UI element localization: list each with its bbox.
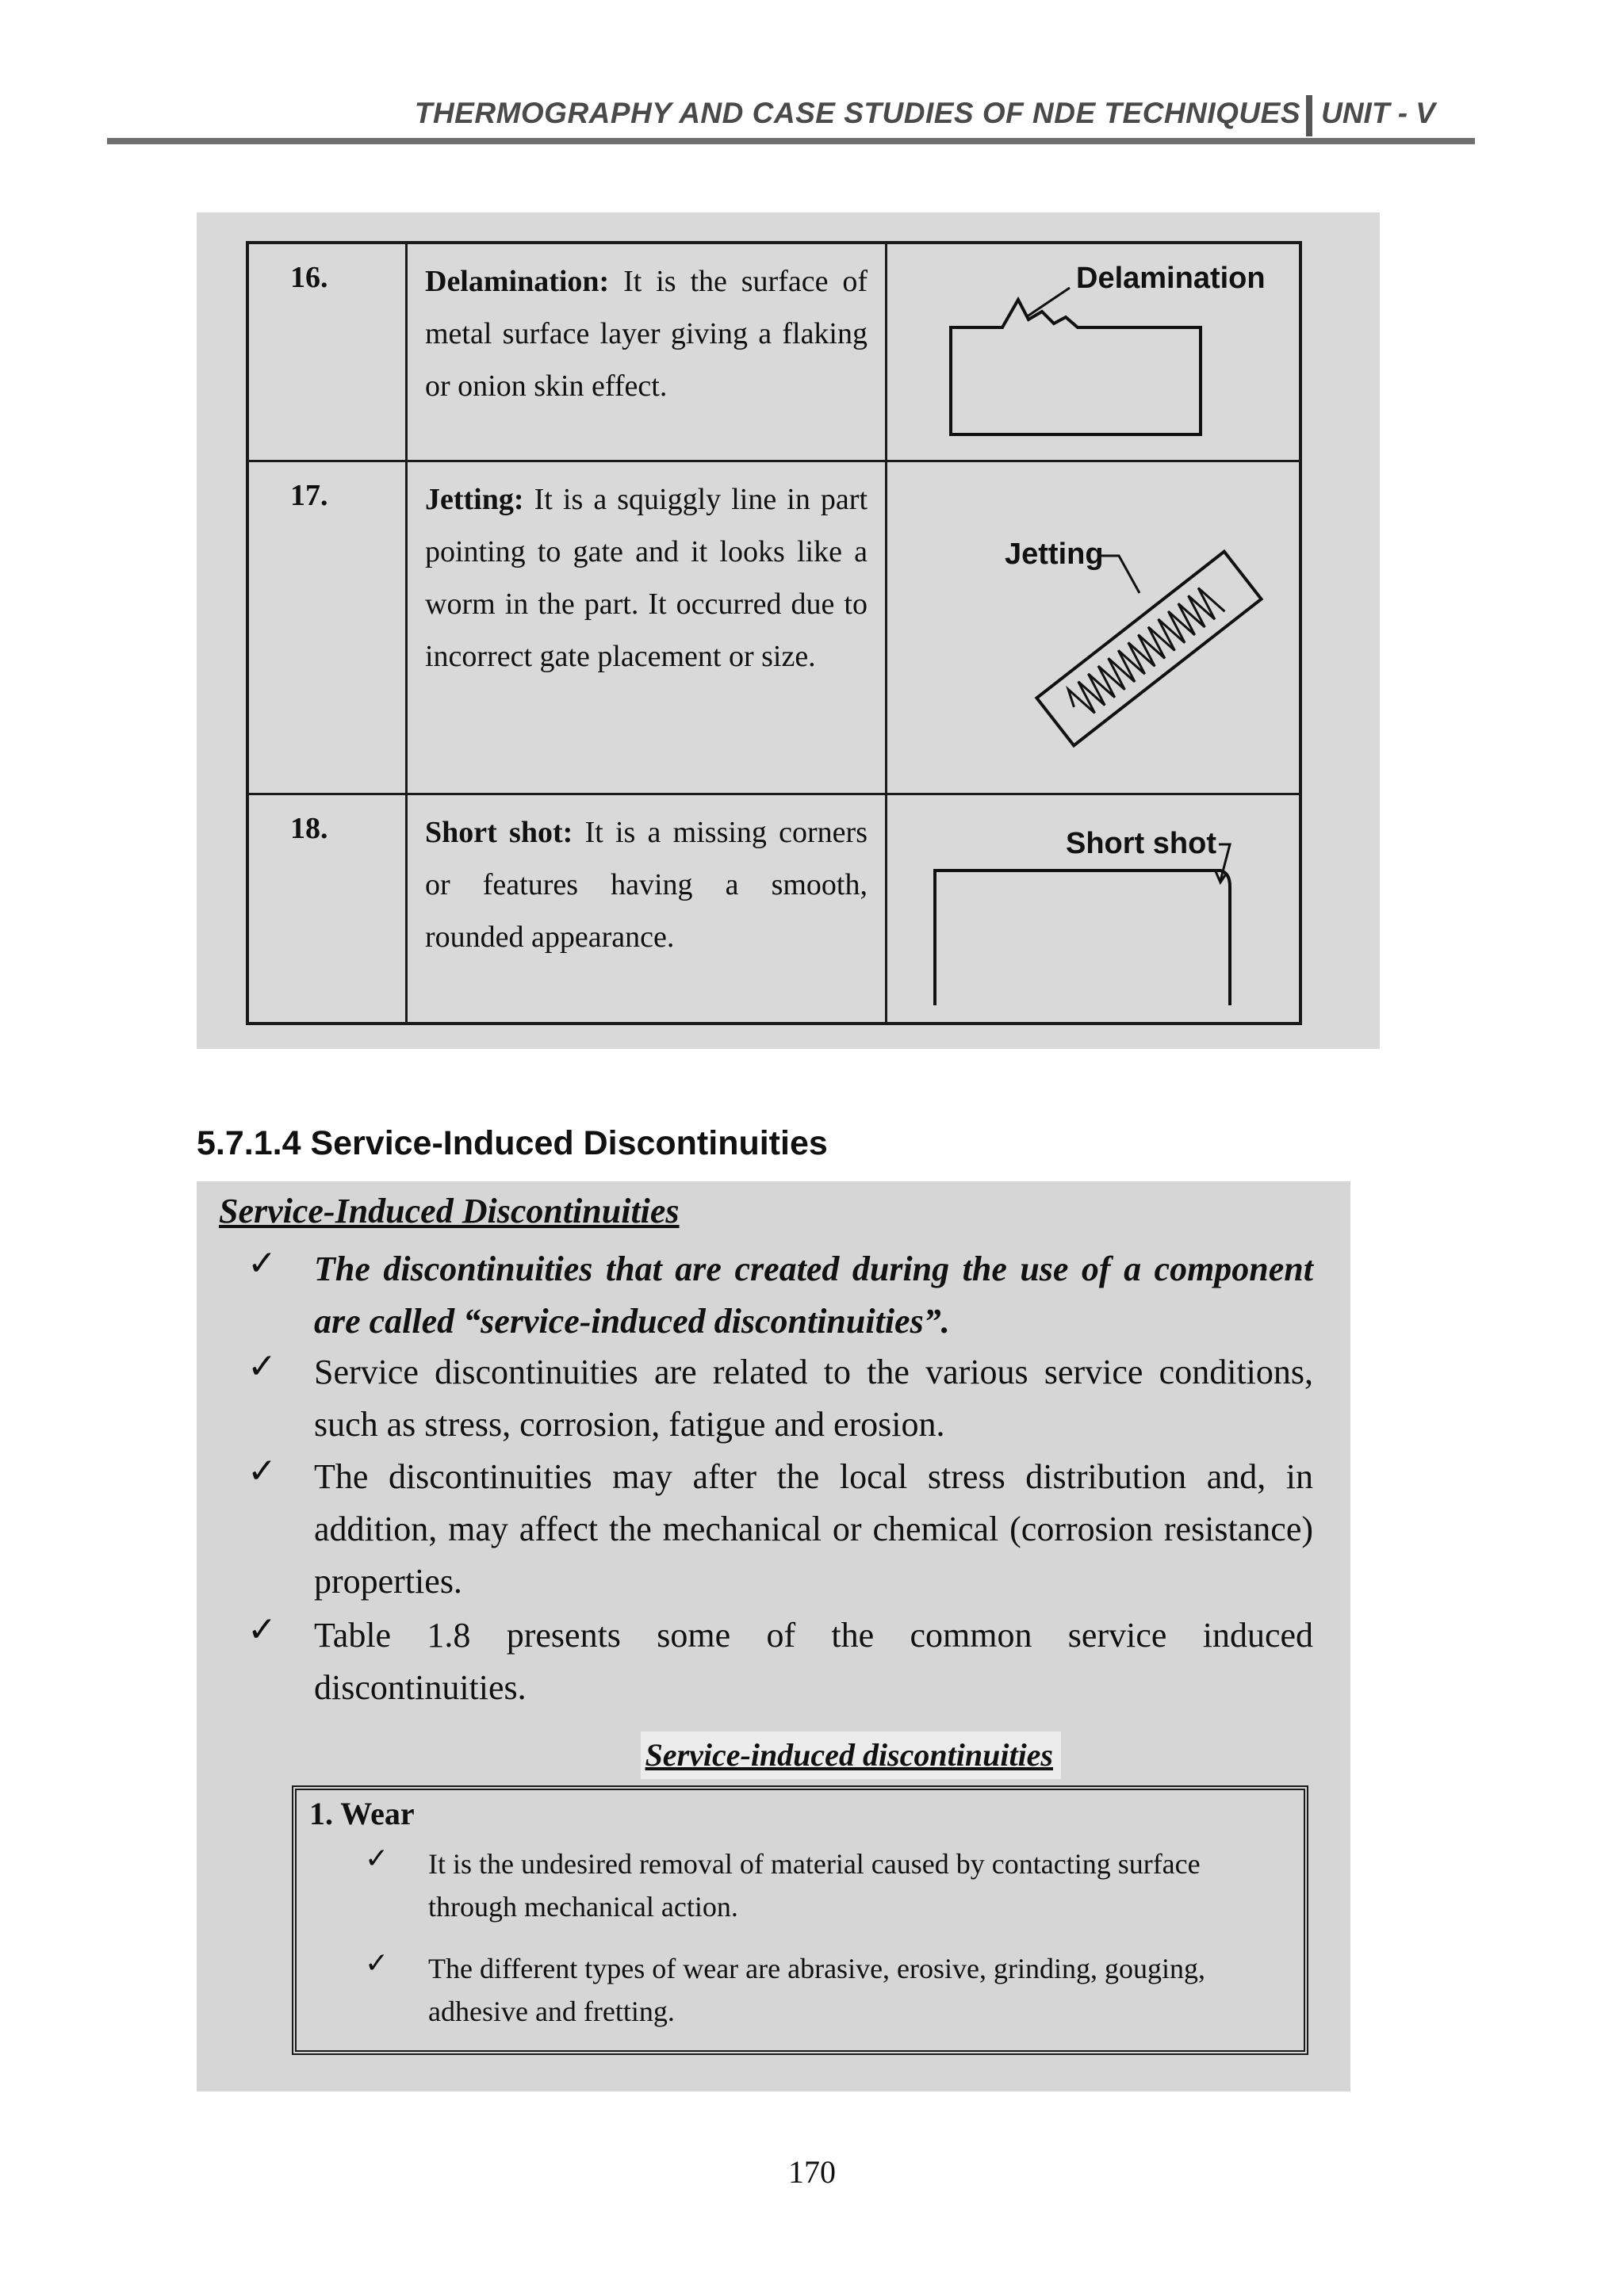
row-description (407, 461, 887, 794)
service-box-title: Service-Induced Discontinuities (219, 1192, 680, 1230)
row-term: Jetting: (425, 482, 524, 516)
page-header (107, 95, 1471, 143)
delamination-figure (887, 243, 1301, 461)
row-term: Short shot: (425, 815, 573, 849)
row-text: It is a missing corners or features having a smooth, rounded appearance. (425, 815, 868, 954)
check-icon: ✓ (247, 1451, 277, 1491)
bullet-text: Service discontinuities are related to the various service conditions, such as stress, corrosion, fatigue and erosion. (314, 1353, 1313, 1444)
row-text: It is a squiggly line in part pointing to gate and it looks like a worm in the part. It occurred due to incorrect gate placement or size. (425, 482, 868, 673)
bullet-text: The discontinuities may after the local stress distribution and, in addition, may affect the mechanical or chemical (corrosion resistance) properties. (314, 1457, 1313, 1601)
bullet-text: Table 1.8 presents some of the common service induced discontinuities. (314, 1616, 1313, 1707)
short-shot-figure (887, 794, 1301, 1024)
section-heading: 5.7.1.4 Service-Induced Discontinuities (197, 1124, 828, 1162)
header-title: THERMOGRAPHY AND CASE STUDIES OF NDE TECHNIQUES (414, 97, 1300, 129)
row-number: 16. (247, 243, 407, 461)
check-icon: ✓ (365, 1947, 389, 1980)
row-number: 18. (247, 794, 407, 1024)
check-icon: ✓ (247, 1243, 277, 1284)
service-induced-scan (197, 1181, 1350, 2091)
header-separator (1306, 95, 1312, 136)
row-description (407, 794, 887, 1024)
page-number: 170 (788, 2154, 836, 2190)
wear-heading: 1. Wear (309, 1796, 415, 1831)
wear-box (292, 1785, 1308, 2055)
table-row (247, 243, 1300, 461)
delamination-label: Delamination (1076, 262, 1266, 295)
jetting-diagram (887, 462, 1379, 795)
jetting-figure (887, 461, 1301, 794)
row-description (407, 243, 887, 461)
service-table-title: Service-induced discontinuities (641, 1732, 1061, 1779)
check-icon: ✓ (247, 1346, 277, 1387)
row-text: It is the surface of metal surface layer giving a flaking or onion skin effect. (425, 265, 868, 403)
row-term: Delamination: (425, 265, 610, 298)
check-icon: ✓ (247, 1609, 277, 1650)
row-number: 17. (247, 461, 407, 794)
bullet-text: The discontinuities that are created during the use of a component are called “service-induced discontinuities”. (314, 1249, 1313, 1341)
defects-table-scan (197, 212, 1380, 1049)
table-row (247, 794, 1300, 1024)
check-icon: ✓ (365, 1843, 389, 1875)
wear-bullet-text: The different types of wear are abrasive, erosive, grinding, gouging, adhesive and fretting. (428, 1953, 1205, 2027)
short-shot-label: Short shot (1066, 826, 1216, 860)
header-unit: UNIT - V (1321, 97, 1435, 129)
wear-bullet-text: It is the undesired removal of material caused by contacting surface through mechanical action. (428, 1848, 1201, 1923)
table-row (247, 461, 1300, 794)
defects-table (246, 241, 1302, 1025)
jetting-label: Jetting (1005, 537, 1104, 571)
header-rule (107, 138, 1475, 144)
